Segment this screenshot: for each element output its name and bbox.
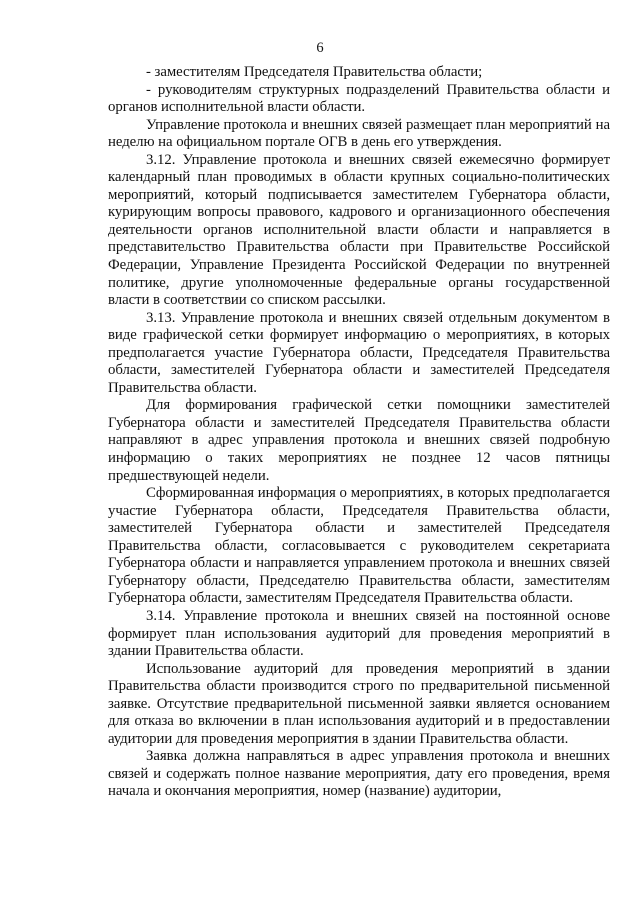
paragraph-formed-information: Сформированная информация о мероприятиях, в которых предполагается участие Губернатора области, Председателя Правительства области, заместителей Губернатора области и заместителей Председателя Правительства области, согласовывается с руководителем секретариата Губернатора области и направляется управлением протокола и внешних связей Губернатору области, Председателю Правительства области, заместителям Губернатора области, заместителям Председателя Правительства области. — [108, 485, 610, 607]
paragraph-graphic-grid-info: Для формирования графической сетки помощники заместителей Губернатора области и заместителей Председателя Правительства области направляют в адрес управления протокола и внешних связей подробную информацию о таких мероприятиях не позднее 12 часов пятницы предшествующей недели. — [108, 397, 610, 484]
paragraph-3-14: 3.14. Управление протокола и внешних связей на постоянной основе формирует план использования аудиторий для проведения мероприятий в здании Правительства области. — [108, 607, 610, 660]
paragraph-3-13: 3.13. Управление протокола и внешних связей отдельным документом в виде графической сетки формирует информацию о мероприятиях, в которых предполагается участие Губернатора области, Председателя Правительства области, заместителей Губернатора области и заместителей Председателя Правительства области. — [108, 309, 610, 396]
paragraph-auditorium-usage: Использование аудиторий для проведения мероприятий в здании Правительства области производится строго по предварительной письменной заявке. Отсутствие предварительной письменной заявки является основанием для отказа во включении в план использования аудиторий и в предоставлении аудитории для проведения мероприятия в здании Правительства области. — [108, 660, 610, 747]
document-body — [108, 64, 610, 801]
paragraph-weekly-plan-publication: Управление протокола и внешних связей размещает план мероприятий на неделю на официальном портале ОГВ в день его утверждения. — [108, 116, 610, 151]
paragraph-3-12: 3.12. Управление протокола и внешних связей ежемесячно формирует календарный план проводимых в области крупных социально-политических мероприятий, который подписывается заместителем Губернатора области, курирующим вопросы правового, кадрового и организационного обеспечения деятельности органов исполнительной власти области и направляется в представительство Правительства области при Правительстве Российской Федерации, Управление Президента Российской Федерации по внутренней политике, другие уполномоченные федеральные органы государственной власти в соответствии со списком рассылки. — [108, 151, 610, 309]
list-item-department-heads: - руководителям структурных подразделений Правительства области и органов исполнительной власти области. — [108, 81, 610, 116]
paragraph-application-requirements: Заявка должна направляться в адрес управления протокола и внешних связей и содержать полное название мероприятия, дату его проведения, время начала и окончания мероприятия, номер (название) аудитории, — [108, 748, 610, 800]
page-number: 6 — [316, 40, 324, 56]
list-item-deputy-chairmen: - заместителям Председателя Правительства области; — [146, 64, 483, 80]
